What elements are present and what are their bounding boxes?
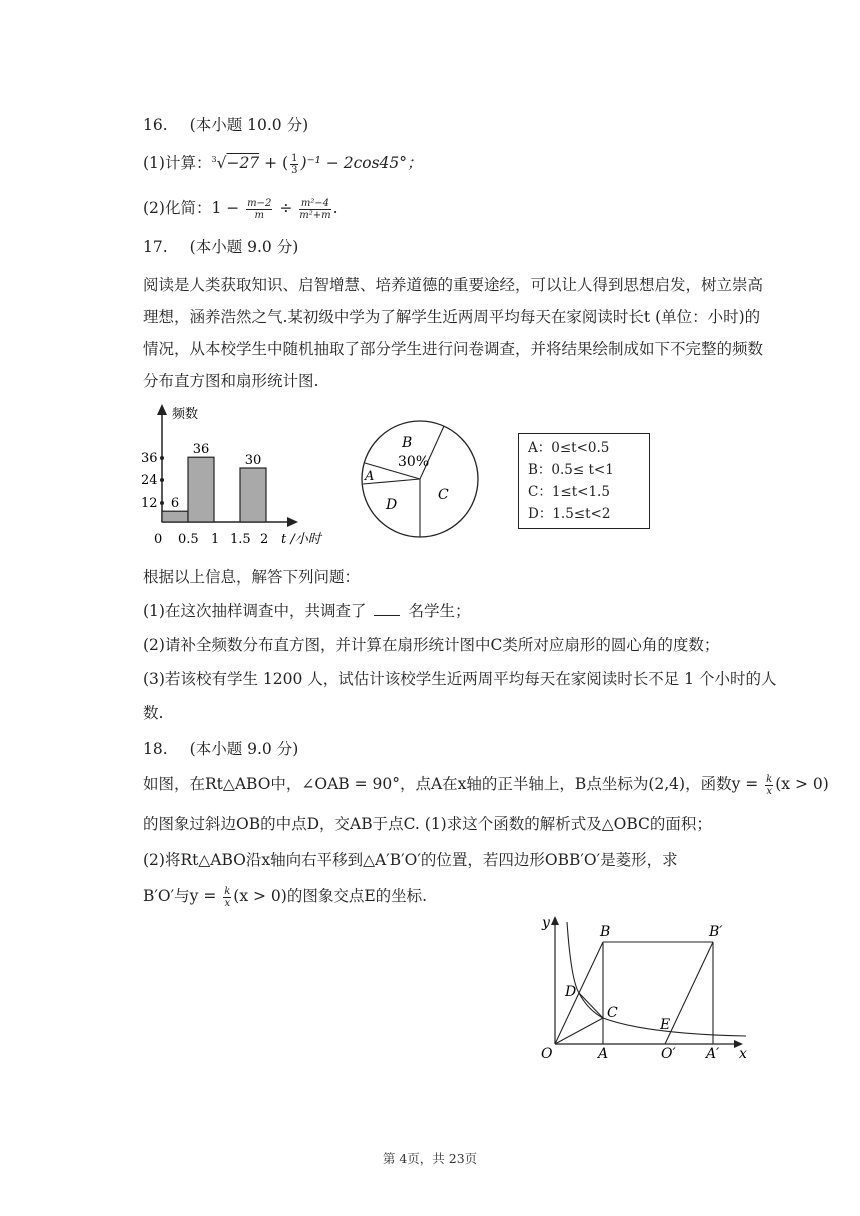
q16-part1-rest: )⁻¹ − 2cos45°； — [300, 154, 423, 172]
x-axis-label: t /小时 — [281, 532, 321, 547]
q17-para-line1: 阅读是人类获取知识、启智增慧、培养道德的重要途经，可以让人得到思想启发，树立崇高 — [143, 276, 764, 294]
label-o: O — [541, 1046, 553, 1062]
frac-num: k — [224, 885, 231, 897]
histogram-bar — [162, 511, 188, 522]
x-tick-0-5: 0.5 — [178, 532, 199, 547]
legend-b: B：0.5≤ t<1 — [528, 462, 614, 478]
label-o-prime: O′ — [661, 1046, 676, 1062]
q17-header — [143, 235, 298, 257]
q16-part1 — [143, 151, 423, 176]
y-tick-24: 24 — [141, 473, 158, 488]
frac-num: m−2 — [247, 197, 272, 209]
fraction-m2-4-over-m2-m — [299, 198, 330, 221]
label-y: y — [542, 915, 550, 931]
frac-den: m — [254, 209, 265, 221]
q18-line1-text: 如图，在Rt△ABO中，∠OAB = 90°，点A在x轴的正半轴上，B点坐标为(2,4)，函数y = — [143, 775, 764, 793]
divide-sign: ÷ — [274, 199, 298, 217]
q16-score: (本小题 10.0 分) — [189, 116, 309, 134]
frac-den: 3 — [291, 164, 298, 176]
radical-sign: √ — [216, 154, 227, 172]
fraction-m-2-over-m — [246, 198, 272, 221]
q17-sub2: (2)请补全频数分布直方图，并计算在扇形统计图中C类所对应扇形的圆心角的度数； — [143, 636, 720, 654]
q18-line3: (2)将Rt△ABO沿x轴向右平移到△A′B′O′的位置，若四边形OBB′O′是菱形，求 — [143, 851, 678, 869]
label-c: C — [607, 1005, 618, 1021]
label-b: B — [600, 924, 611, 940]
y-axis-label: 频数 — [172, 407, 199, 422]
frac-den: x — [224, 897, 231, 909]
fraction-k-over-x — [765, 774, 773, 797]
histogram-bar-label: 6 — [170, 496, 180, 512]
q16-number: 16. — [143, 116, 168, 134]
pie-label-c: C — [438, 487, 449, 503]
fraction-k-over-x — [223, 886, 231, 909]
coordinate-figure — [536, 910, 756, 1060]
x-tick-2: 2 — [260, 532, 269, 547]
segment-o-prime-b-prime — [665, 942, 713, 1044]
label-e: E — [660, 1017, 671, 1033]
q18-number: 18. — [143, 740, 168, 758]
legend-a: A：0≤t<0.5 — [528, 440, 610, 456]
q18-line2: 的图象过斜边OB的中点D，交AB于点C. (1)求这个函数的解析式及△OBC的面积； — [143, 815, 712, 833]
x-tick-0: 0 — [154, 532, 163, 547]
x-tick-1-5: 1.5 — [230, 532, 251, 547]
fraction-one-third — [290, 153, 298, 176]
q16-part1-plus: + ( — [259, 154, 289, 172]
pie-chart — [358, 417, 482, 541]
q16-part2 — [143, 196, 338, 221]
legend-c: C：1≤t<1.5 — [528, 484, 610, 500]
histogram-bar — [188, 457, 214, 522]
q17-para-line4: 分布直方图和扇形统计图. — [143, 372, 319, 390]
period: . — [332, 199, 338, 217]
pie-label-d: D — [386, 497, 398, 513]
q17-score: (本小题 9.0 分) — [189, 238, 299, 256]
q18-line1 — [143, 772, 829, 797]
q17-para-line2: 理想，涵养浩然之气.某初级中学为了解学生近两周平均每天在家阅读时长t (单位：小时)的 — [143, 308, 761, 326]
radicand: −27 — [226, 154, 260, 172]
q16-part1-label: (1)计算： — [143, 154, 212, 172]
y-tick-dot-24 — [160, 478, 164, 482]
frac-den: x — [766, 785, 773, 797]
legend-d: D：1.5≤t<2 — [528, 506, 611, 522]
frac-den: m²+m — [299, 209, 331, 221]
pie-label-b: B — [402, 435, 413, 451]
q17-sub1-text-b: 名学生； — [408, 602, 471, 620]
q17-intro: 根据以上信息，解答下列问题： — [143, 568, 361, 586]
segment-oc — [555, 1018, 603, 1044]
page-footer: 第 4页，共 23页 — [382, 1151, 478, 1166]
q18-line4-rest: (x > 0)的图象交点E的坐标. — [233, 887, 428, 905]
q17-number: 17. — [143, 238, 168, 256]
q17-para-line3: 情况，从本校学生中随机抽取了部分学生进行问卷调查，并将结果绘制成如下不完整的频数 — [143, 340, 764, 358]
y-tick-dot-12 — [160, 501, 164, 505]
segment-dc — [579, 993, 603, 1018]
q18-line4-text: B′O′与y = — [143, 887, 222, 905]
legend-box — [518, 433, 650, 529]
y-tick-36: 36 — [141, 451, 158, 466]
q17-sub1-text-a: (1)在这次抽样调查中，共调查了 — [143, 602, 367, 620]
q18-line4 — [143, 884, 427, 909]
frac-num: 1 — [291, 152, 298, 164]
q16-header — [143, 113, 308, 135]
label-d: D — [565, 984, 577, 1000]
histogram-bar — [240, 468, 266, 522]
q17-sub3-line2: 数. — [143, 704, 164, 722]
histogram-bar-label: 36 — [192, 442, 210, 458]
y-axis-arrow — [551, 916, 559, 925]
q18-header — [143, 737, 298, 759]
pie-label-b-percent: 30% — [398, 454, 430, 470]
answer-blank[interactable] — [374, 601, 400, 616]
frac-num: m²−4 — [300, 197, 330, 209]
y-tick-12: 12 — [141, 496, 158, 511]
label-a: A — [598, 1046, 609, 1062]
histogram-bar-label: 30 — [244, 453, 262, 468]
q17-sub1 — [143, 599, 470, 621]
y-tick-dot-36 — [160, 456, 164, 460]
q17-sub3-line1: (3)若该校有学生 1200 人，试估计该校学生近两周平均每天在家阅读时长不足 1 个小时的人 — [143, 670, 777, 688]
q18-score: (本小题 9.0 分) — [189, 740, 299, 758]
frequency-histogram — [138, 402, 321, 552]
y-axis-arrow — [157, 404, 167, 415]
label-a-prime: A′ — [706, 1046, 720, 1062]
label-x: x — [739, 1046, 747, 1062]
x-axis-arrow — [287, 517, 298, 527]
radical-index: 3 — [211, 155, 217, 164]
q18-line1-domain: (x > 0) — [775, 775, 829, 793]
q16-part2-label: (2)化简：1 − — [143, 199, 245, 217]
pie-label-a: A — [365, 469, 375, 484]
frac-num: k — [766, 773, 773, 785]
x-tick-1: 1 — [211, 532, 220, 547]
label-b-prime: B′ — [709, 924, 723, 940]
